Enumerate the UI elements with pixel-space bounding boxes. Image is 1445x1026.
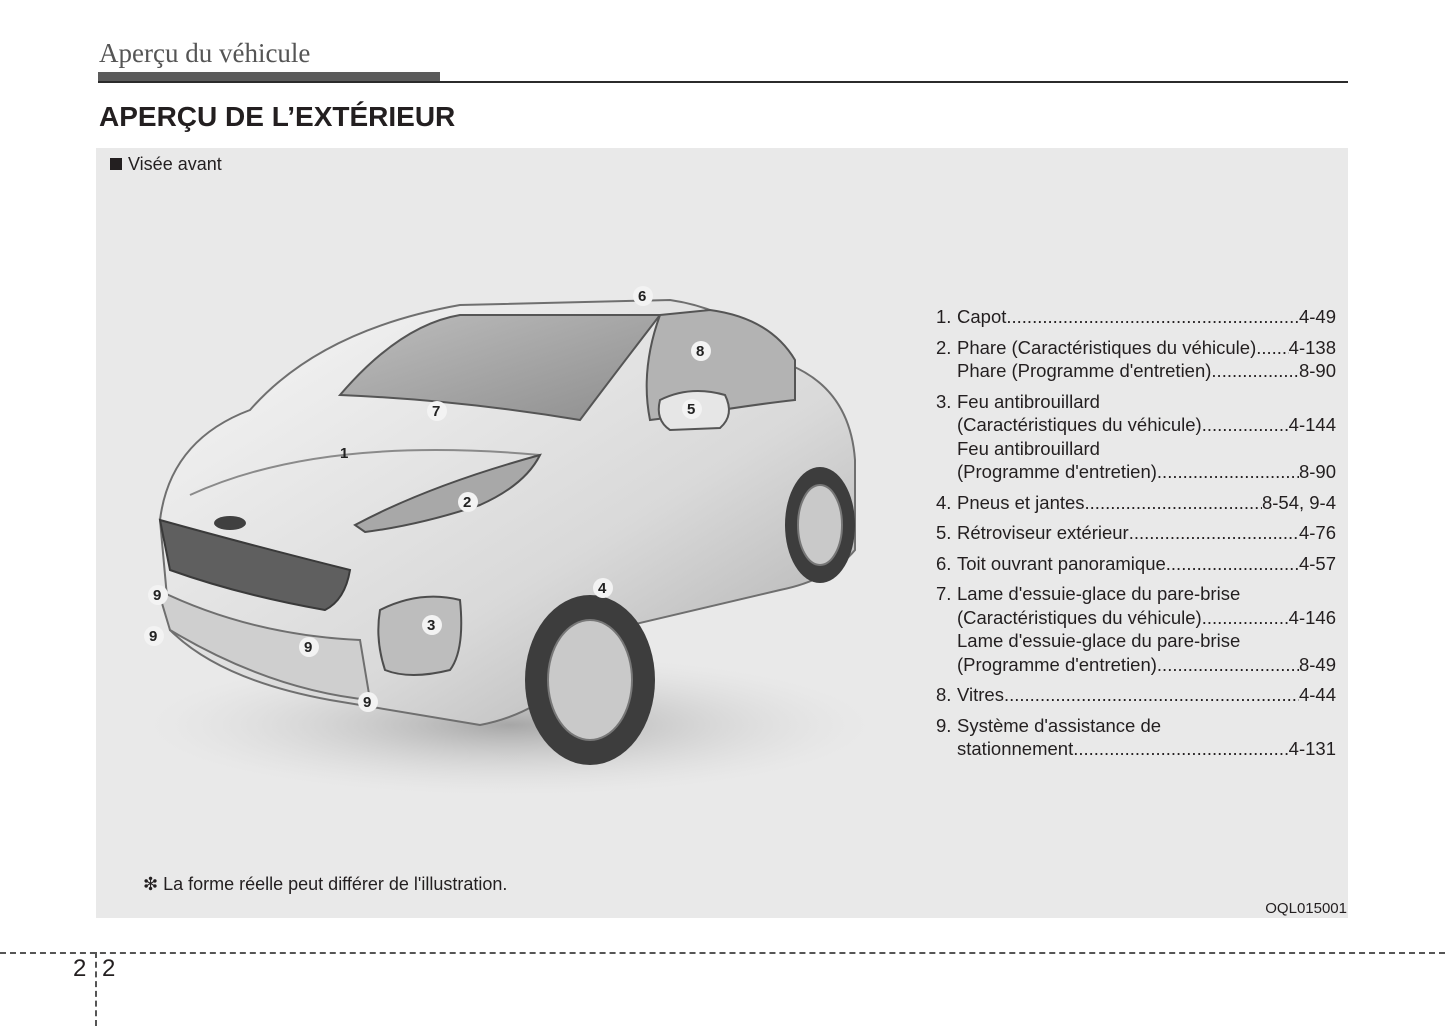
callout-8: 8 xyxy=(696,343,705,360)
view-label-text: Visée avant xyxy=(128,154,222,174)
legend-item xyxy=(936,714,1336,761)
legend-row: 9. Système d'assistance de xyxy=(936,714,1162,736)
legend-row: 6. Toit ouvrant panoramique ..... 4-57 xyxy=(936,552,1336,576)
legend-row: stationnement ..... 4-131 xyxy=(936,737,1336,761)
footer-dashed-divider xyxy=(95,952,97,1026)
illustration-note: ❇ La forme réelle peut différer de l'illustration. xyxy=(143,874,508,894)
section-title: APERÇU DE L’EXTÉRIEUR xyxy=(99,101,456,132)
chapter-number: 2 xyxy=(73,955,87,982)
car-illustration xyxy=(130,270,890,810)
callout-5: 5 xyxy=(687,401,696,418)
callout-9b: 9 xyxy=(149,628,158,645)
legend-item xyxy=(936,305,1336,329)
legend-row: 1. Capot ..... 4-49 xyxy=(936,305,1336,329)
figure-code: OQL015001 xyxy=(1265,900,1347,917)
legend-item xyxy=(936,521,1336,545)
legend-row: Feu antibrouillard xyxy=(957,437,1100,459)
legend-row: Phare (Programme d'entretien) ..... 8-90 xyxy=(936,359,1336,383)
legend-item xyxy=(936,552,1336,576)
callout-2: 2 xyxy=(463,494,472,511)
fog-lamp-housing xyxy=(378,597,461,675)
legend-item xyxy=(936,683,1336,707)
page-number: 2 xyxy=(102,955,116,982)
legend-item xyxy=(936,336,1336,383)
legend-row: 8. Vitres ..... 4-44 xyxy=(936,683,1336,707)
rear-rim xyxy=(798,485,842,565)
legend-row: 7. Lame d'essuie-glace du pare-brise xyxy=(936,583,1241,604)
legend-row: 4. Pneus et jantes ..... 8-54, 9-4 xyxy=(936,491,1336,515)
square-bullet-icon xyxy=(110,158,122,170)
callout-3: 3 xyxy=(427,617,436,634)
legend-row: (Programme d'entretien) ..... 8-49 xyxy=(936,653,1336,677)
legend-item xyxy=(936,582,1336,676)
callout-7: 7 xyxy=(432,403,441,420)
view-label xyxy=(110,154,222,175)
callout-9c: 9 xyxy=(304,639,313,656)
legend-row: (Caractéristiques du véhicule) ..... 4-144 xyxy=(936,413,1336,437)
header-rule xyxy=(98,81,1348,83)
legend-row: (Programme d'entretien) ..... 8-90 xyxy=(936,460,1336,484)
footer-dashed-rule xyxy=(0,952,1445,954)
legend-item xyxy=(936,491,1336,515)
legend-row: 3. Feu antibrouillard xyxy=(936,390,1100,412)
legend-item xyxy=(936,390,1336,484)
legend-row: Lame d'essuie-glace du pare-brise xyxy=(957,630,1241,651)
legend-row: 2. Phare (Caractéristiques du véhicule) ..... 4-138 xyxy=(936,336,1336,360)
front-rim xyxy=(548,620,632,740)
logo xyxy=(214,516,246,530)
legend-row: 5. Rétroviseur extérieur ..... 4-76 xyxy=(936,521,1336,545)
callout-4: 4 xyxy=(598,580,607,597)
callout-9d: 9 xyxy=(363,694,372,711)
callout-9a: 9 xyxy=(153,587,162,604)
callout-1: 1 xyxy=(340,445,349,462)
callout-6: 6 xyxy=(638,288,647,305)
legend-row: (Caractéristiques du véhicule) ..... 4-146 xyxy=(936,606,1336,630)
component-legend xyxy=(936,305,1336,768)
chapter-title: Aperçu du véhicule xyxy=(99,38,311,68)
